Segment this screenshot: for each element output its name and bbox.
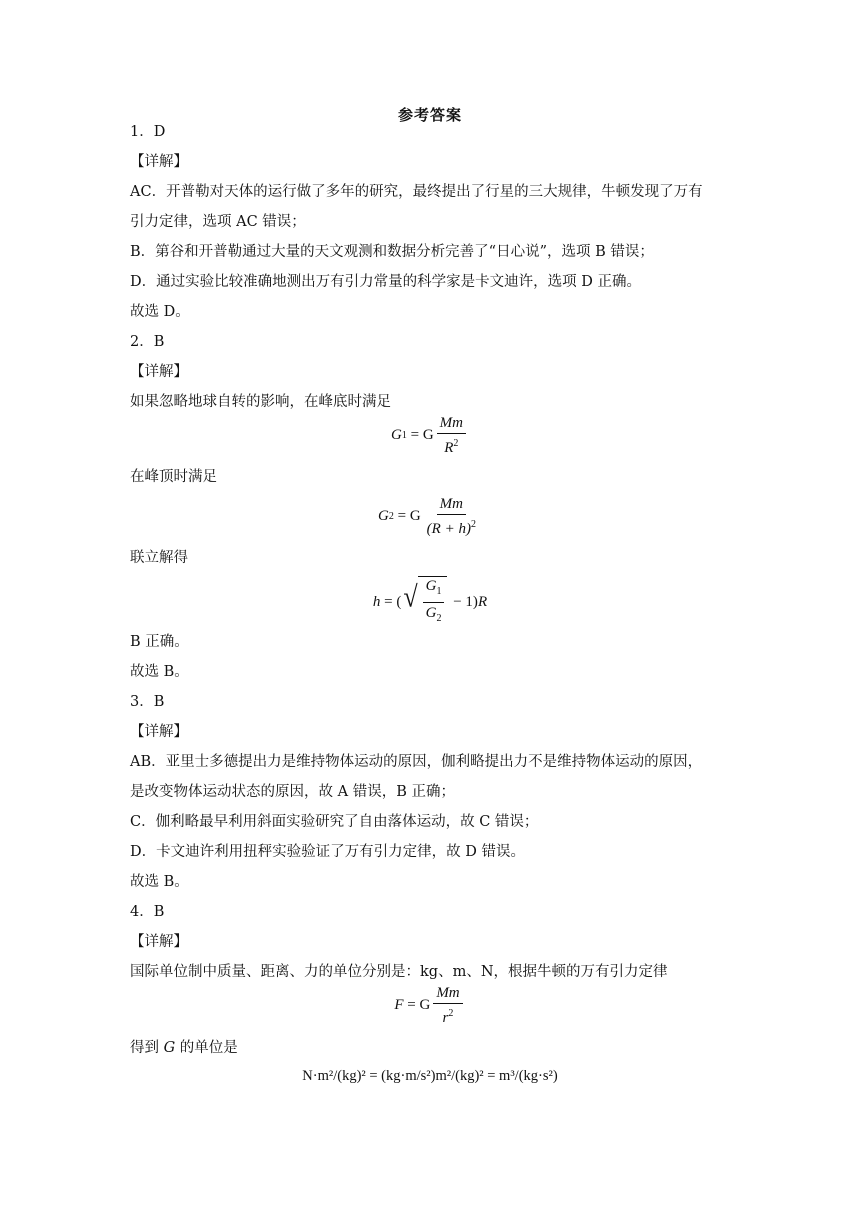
q2-paragraph: B 正确。 xyxy=(130,634,189,650)
q2-answer: 2．B xyxy=(130,334,165,350)
q3-detail-heading: 【详解】 xyxy=(130,724,188,740)
q1-detail-heading: 【详解】 xyxy=(130,154,188,170)
q3-paragraph: C．伽利略最早利用斜面实验研究了自由落体运动，故 C 错误； xyxy=(130,814,539,830)
q4-paragraph: 得到 G 的单位是 xyxy=(130,1040,238,1056)
square-root: √ $\frac{G_1}{G_2}$ xyxy=(403,576,447,628)
q1-paragraph: AC．开普勒对天体的运行做了多年的研究，最终提出了行星的三大规律，牛顿发现了万有 xyxy=(130,184,703,200)
q2-conclusion: 故选 B。 xyxy=(130,664,189,680)
q2-paragraph: 在峰顶时满足 xyxy=(130,469,217,485)
q4-answer: 4．B xyxy=(130,904,165,920)
q2-equation-2: G 2 = G $\frac{Mm}{(R + h)^2}$ xyxy=(378,496,476,537)
q1-paragraph: D．通过实验比较准确地测出万有引力常量的科学家是卡文迪许，选项 D 正确。 xyxy=(130,274,641,290)
q3-conclusion: 故选 B。 xyxy=(130,874,189,890)
q2-equation-3: h = ( √ $\frac{G_1}{G_2}$ − 1) R xyxy=(0,576,860,628)
q1-paragraph: B．第谷和开普勒通过大量的天文观测和数据分析完善了“日心说”，选项 B 错误； xyxy=(130,244,654,260)
q4-paragraph: 国际单位制中质量、距离、力的单位分别是：kg、m、N，根据牛顿的万有引力定律 xyxy=(130,964,668,980)
q2-detail-heading: 【详解】 xyxy=(130,364,188,380)
q4-equation-2: N·m²/(kg)² = (kg·m/s²)m²/(kg)² = m³/(kg·s²) xyxy=(302,1068,558,1084)
page-title: 参考答案 xyxy=(397,106,462,124)
q2-paragraph: 联立解得 xyxy=(130,550,188,566)
q1-conclusion: 故选 D。 xyxy=(130,304,190,320)
q1-paragraph: 引力定律，选项 AC 错误； xyxy=(130,214,306,230)
q1-answer: 1．D xyxy=(130,124,166,140)
q4-detail-heading: 【详解】 xyxy=(130,934,188,950)
q3-paragraph: D．卡文迪许利用扭秤实验验证了万有引力定律，故 D 错误。 xyxy=(130,844,525,860)
q3-paragraph: 是改变物体运动状态的原因，故 A 错误，B 正确； xyxy=(130,784,455,800)
q2-equation-1: G 1 = G $\frac{Mm}{R^2}$ xyxy=(0,414,860,457)
q3-paragraph: AB．亚里士多德提出力是维持物体运动的原因，伽利略提出力不是维持物体运动的原因， xyxy=(130,754,703,770)
q4-equation-1: F = G $\frac{Mm}{r^2}$ xyxy=(0,984,860,1027)
q2-paragraph: 如果忽略地球自转的影响，在峰底时满足 xyxy=(130,394,391,410)
q3-answer: 3．B xyxy=(130,694,165,710)
